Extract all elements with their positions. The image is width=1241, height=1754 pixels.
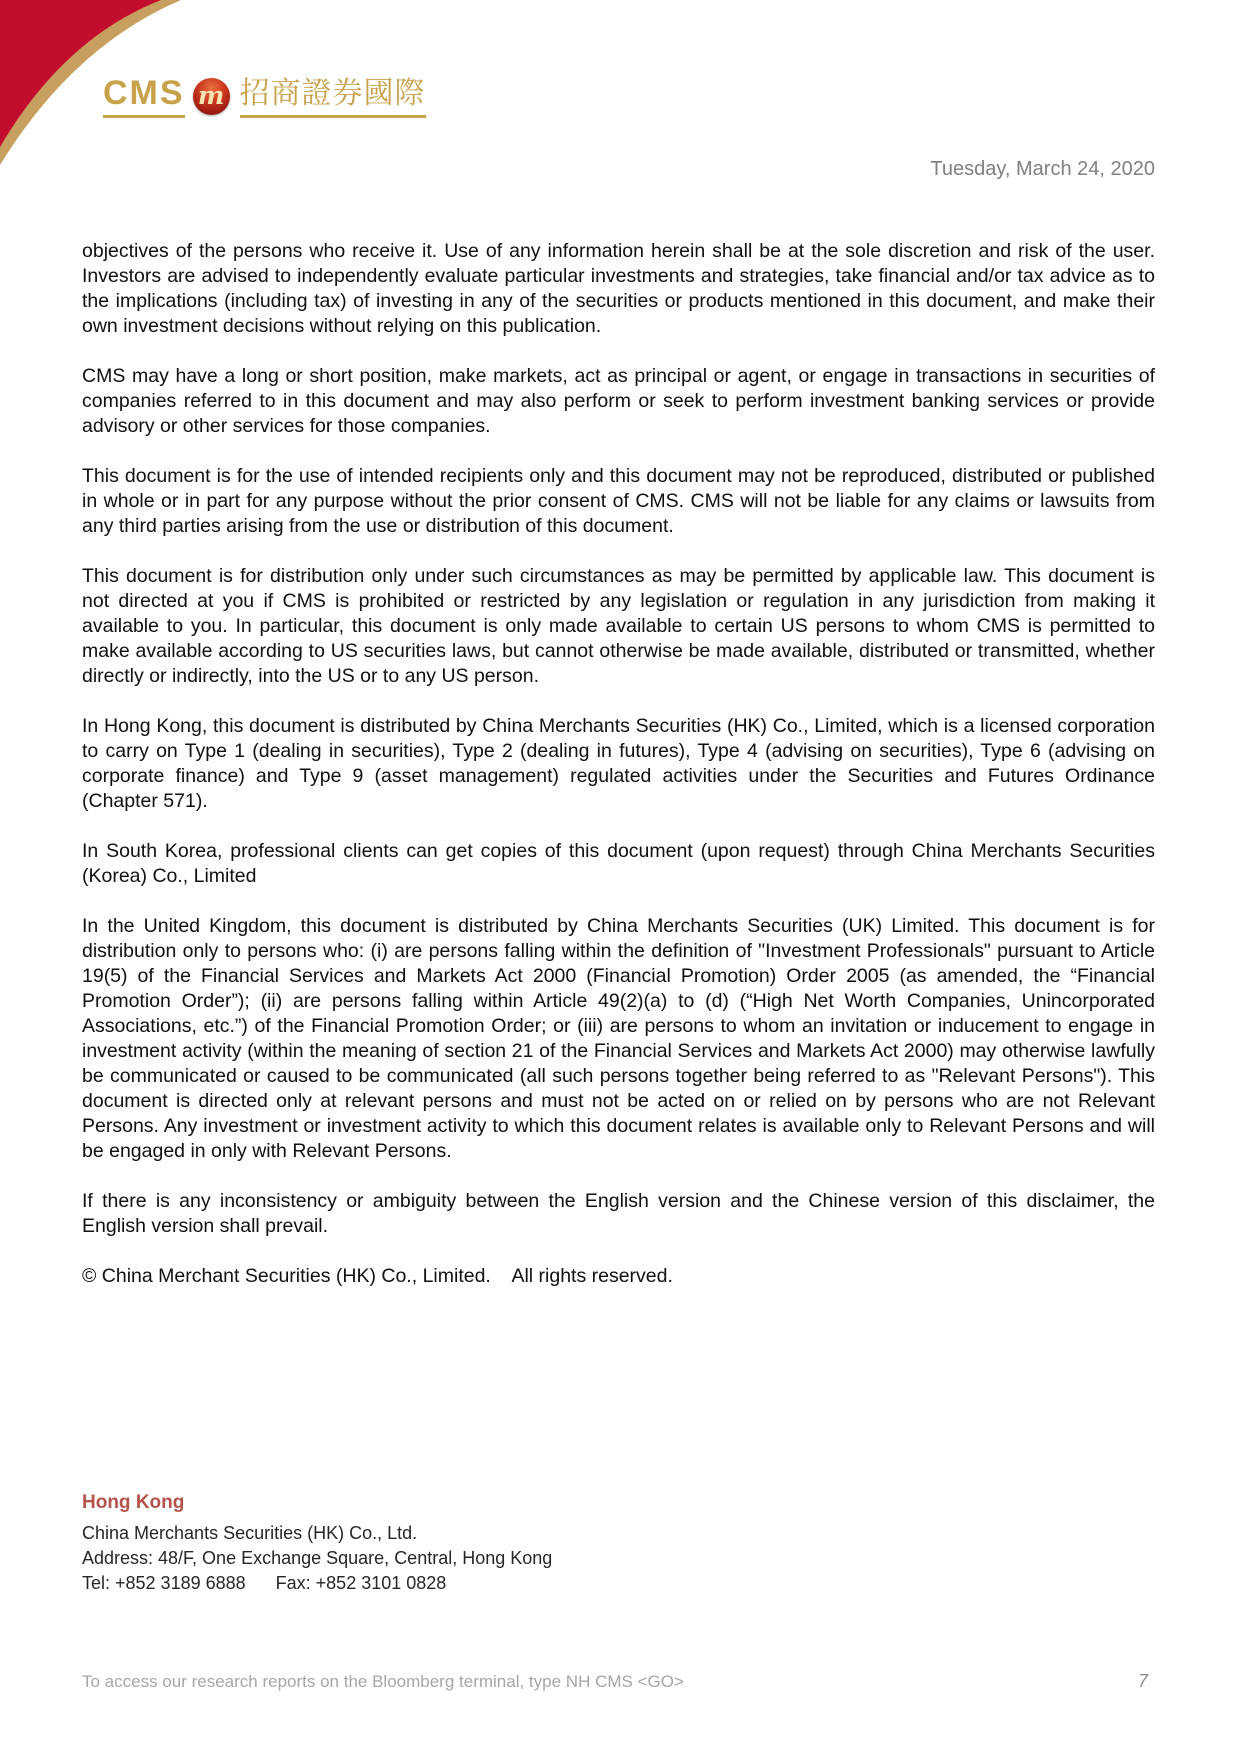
disclaimer-body	[82, 239, 1155, 1289]
disclaimer-paragraph: objectives of the persons who receive it. Use of any information herein shall be at the sole discretion and risk of the user. Investors are advised to independently evaluate particular investments and strategies, take financial and/or tax advice as to the implications (including tax) of investing in any of the securities or products mentioned in this document, and make their own investment decisions without relying on this publication.	[82, 240, 1155, 337]
disclaimer-paragraph: In Hong Kong, this document is distributed by China Merchants Securities (HK) Co., Limited, which is a licensed corporation to carry on Type 1 (dealing in securities), Type 2 (dealing in futures), Type 4 (advising on securities), Type 6 (advising on corporate finance) and Type 9 (asset management) regulated activities under the Securities and Futures Ordinance (Chapter 571).	[82, 715, 1155, 812]
cms-logo-chinese-text: 招商證券國際	[240, 79, 426, 118]
cms-monogram-letter: m	[197, 80, 225, 110]
disclaimer-paragraph: This document is for distribution only under such circumstances as may be permitted by applicable law. This document is not directed at you if CMS is prohibited or restricted by any legislation or regulation in any jurisdiction from making it available to you. In particular, this document is only made available to certain US persons to whom CMS is permitted to make available according to US securities laws, but cannot otherwise be made available, distributed or transmitted, whether directly or indirectly, into the US or to any US person.	[82, 565, 1155, 687]
cms-monogram-icon	[193, 78, 230, 115]
contact-block	[82, 1490, 552, 1596]
copyright-line: © China Merchant Securities (HK) Co., Limited. All rights reserved.	[82, 1265, 673, 1287]
cms-logo	[103, 76, 426, 118]
page-number: 7	[1137, 1671, 1148, 1691]
document-date: Tuesday, March 24, 2020	[930, 158, 1155, 180]
footer-note: To access our research reports on the Bloomberg terminal, type NH CMS <GO>	[82, 1672, 684, 1691]
contact-address: Address: 48/F, One Exchange Square, Central, Hong Kong	[82, 1548, 553, 1568]
disclaimer-paragraph: In the United Kingdom, this document is distributed by China Merchants Securities (UK) Limited. This document is for distribution only to persons who: (i) are persons falling within the definition of "Investment Professionals" pursuant to Article 19(5) of the Financial Services and Markets Act 2000 (Financial Promotion) Order 2005 (as amended, the “Financial Promotion Order”); (ii) are persons falling within Article 49(2)(a) to (d) (“High Net Worth Companies, Unincorporated Associations, etc.”) of the Financial Promotion Order; or (iii) are persons to whom an invitation or inducement to engage in investment activity (within the meaning of section 21 of the Financial Services and Markets Act 2000) may otherwise lawfully be communicated or caused to be communicated (all such persons together being referred to as "Relevant Persons"). This document is directed only at relevant persons and must not be acted on or relied on by persons who are not Relevant Persons. Any investment or investment activity to which this document relates is available only to Relevant Persons and will be engaged in only with Relevant Persons.	[82, 915, 1155, 1162]
disclaimer-paragraph: CMS may have a long or short position, make markets, act as principal or agent, or engage in transactions in securities of companies referred to in this document and may also perform or seek to perform investment banking services or provide advisory or other services for those companies.	[82, 365, 1155, 437]
page-footer	[82, 1671, 1148, 1692]
disclaimer-paragraph: This document is for the use of intended recipients only and this document may not be reproduced, distributed or published in whole or in part for any purpose without the prior consent of CMS. CMS will not be liable for any claims or lawsuits from any third parties arising from the use or distribution of this document.	[82, 465, 1155, 537]
contact-tel-fax: Tel: +852 3189 6888 Fax: +852 3101 0828	[82, 1573, 447, 1593]
cms-logo-text: CMS	[103, 76, 185, 118]
disclaimer-paragraph: If there is any inconsistency or ambiguity between the English version and the Chinese version of this disclaimer, the English version shall prevail.	[82, 1190, 1155, 1237]
disclaimer-paragraph: In South Korea, professional clients can get copies of this document (upon request) through China Merchants Securities (Korea) Co., Limited	[82, 840, 1155, 887]
contact-company: China Merchants Securities (HK) Co., Ltd.	[82, 1523, 418, 1543]
contact-region-heading: Hong Kong	[82, 1492, 185, 1513]
